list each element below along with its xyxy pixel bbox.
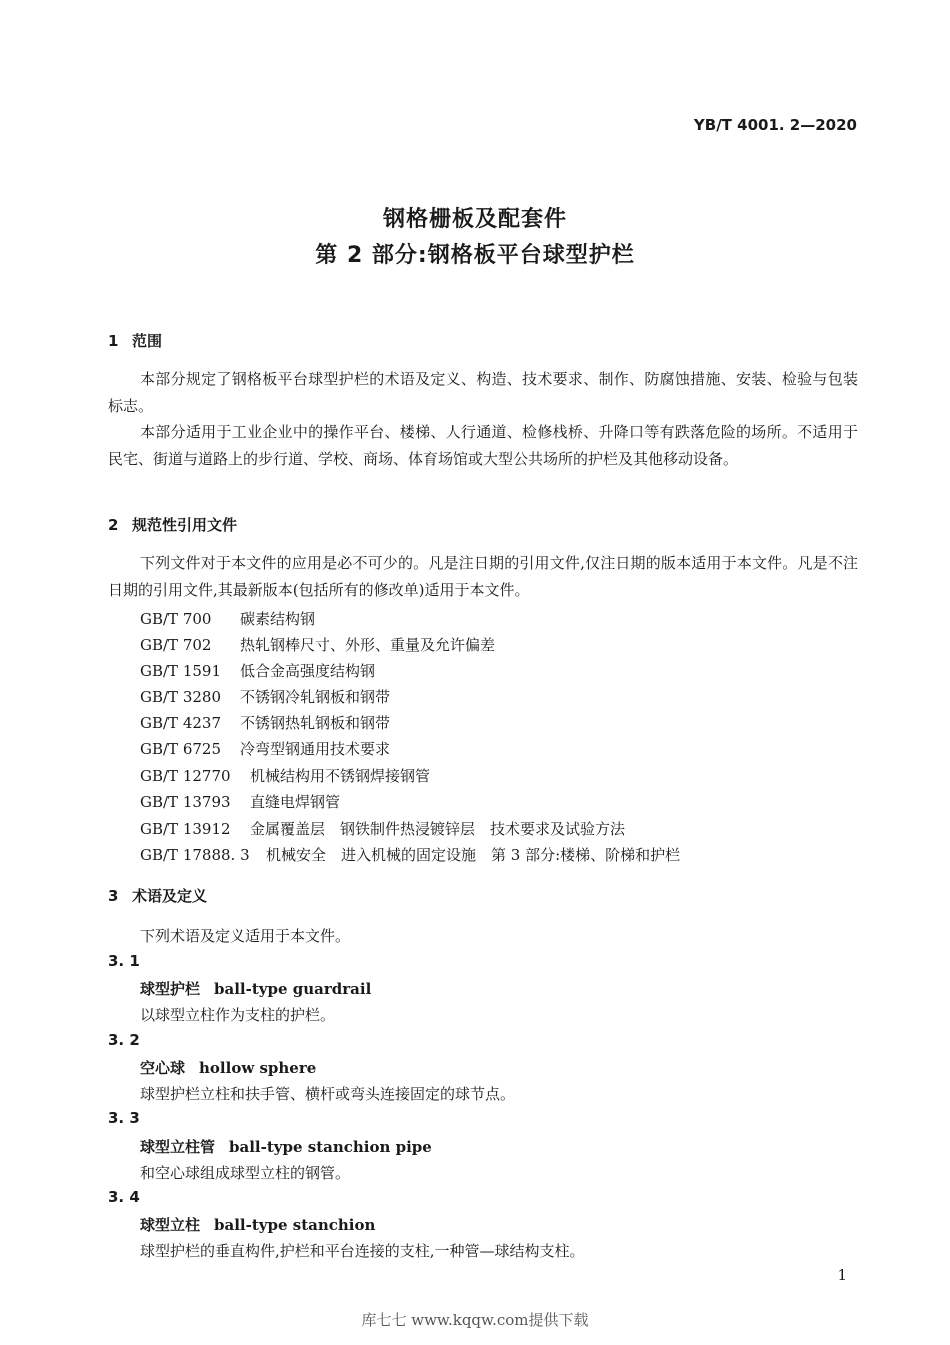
document-subtitle: 第 2 部分:钢格板平台球型护栏 [315,243,635,268]
term-definition: 球型护栏立柱和扶手管、横杆或弯头连接固定的球节点。 [140,1085,516,1103]
term-zh: 球型立柱 [140,1216,201,1234]
reference-code: GB/T 702 [140,636,212,654]
term-number: 3. 2 [108,1031,140,1049]
reference-title: 直缝电焊钢管 [250,793,341,811]
term-en: hollow sphere [199,1059,317,1077]
term-name [140,1214,375,1235]
reference-item [140,765,430,786]
term-number: 3. 1 [108,952,140,970]
document-title: 钢格栅板及配套件 [382,207,567,232]
reference-title: 冷弯型钢通用技术要求 [240,740,391,758]
reference-code: GB/T 17888. 3 [140,846,250,864]
reference-title: 不锈钢冷轧钢板和钢带 [240,688,391,706]
reference-title: 碳素结构钢 [240,610,316,628]
paragraph: 下列文件对于本文件的应用是必不可少的。凡是注日期的引用文件,仅注日期的版本适用于本文件。凡是不注日期的引用文件,其最新版本(包括所有的修改单)适用于本文件。 [108,554,858,599]
reference-code: GB/T 12770 [140,767,231,785]
section-1-heading [108,330,162,351]
term-en: ball-type stanchion pipe [229,1138,432,1156]
paragraph: 本部分适用于工业企业中的操作平台、楼梯、人行通道、检修栈桥、升降口等有跌落危险的场所。不适用于民宅、街道与道路上的步行道、学校、商场、体育场馆或大型公共场所的护栏及其他移动设备。 [108,423,858,468]
section-1-body [108,366,858,472]
section-title: 范围 [132,332,163,350]
term-name [140,1057,316,1078]
section-number: 1 [108,332,119,350]
reference-item [140,634,495,655]
reference-title: 不锈钢热轧钢板和钢带 [240,714,391,732]
section-2-body [108,550,858,603]
section-title: 术语及定义 [132,887,208,905]
reference-code: GB/T 6725 [140,740,222,758]
section-2-heading [108,514,237,535]
reference-title: 机械安全 进入机械的固定设施 第 3 部分:楼梯、阶梯和护栏 [266,846,681,864]
page-number: 1 [837,1266,847,1284]
download-footer[interactable]: 库七七 www.kqqw.com提供下载 [361,1311,589,1329]
reference-item [140,818,625,839]
reference-item [140,660,375,681]
section-number: 3 [108,887,119,905]
reference-code: GB/T 3280 [140,688,222,706]
term-zh: 球型护栏 [140,980,201,998]
term-zh: 球型立柱管 [140,1138,216,1156]
term-number: 3. 4 [108,1188,140,1206]
reference-item [140,686,390,707]
reference-code: GB/T 1591 [140,662,222,680]
reference-title: 低合金高强度结构钢 [240,662,376,680]
term-definition: 以球型立柱作为支柱的护栏。 [140,1006,336,1024]
paragraph: 本部分规定了钢格板平台球型护栏的术语及定义、构造、技术要求、制作、防腐蚀措施、安装、检验与包装标志。 [108,370,858,415]
reference-code: GB/T 13912 [140,820,231,838]
section-3-intro: 下列术语及定义适用于本文件。 [140,927,351,945]
reference-code: GB/T 4237 [140,714,222,732]
reference-item [140,738,390,759]
reference-title: 机械结构用不锈钢焊接钢管 [250,767,431,785]
section-number: 2 [108,516,119,534]
reference-item [140,844,680,865]
term-en: ball-type stanchion [214,1216,376,1234]
document-code: YB/T 4001. 2—2020 [693,116,857,134]
reference-title: 金属覆盖层 钢铁制件热浸镀锌层 技术要求及试验方法 [250,820,626,838]
term-name [140,1136,432,1157]
reference-item [140,712,390,733]
term-zh: 空心球 [140,1059,186,1077]
section-3-heading [108,885,207,906]
term-definition: 和空心球组成球型立柱的钢管。 [140,1164,351,1182]
reference-code: GB/T 13793 [140,793,231,811]
reference-item [140,791,340,812]
term-en: ball-type guardrail [214,980,372,998]
reference-item [140,608,315,629]
reference-title: 热轧钢棒尺寸、外形、重量及允许偏差 [240,636,496,654]
reference-code: GB/T 700 [140,610,212,628]
term-name [140,978,371,999]
term-number: 3. 3 [108,1109,140,1127]
section-title: 规范性引用文件 [132,516,238,534]
term-definition: 球型护栏的垂直构件,护栏和平台连接的支柱,一种管—球结构支柱。 [140,1242,585,1260]
